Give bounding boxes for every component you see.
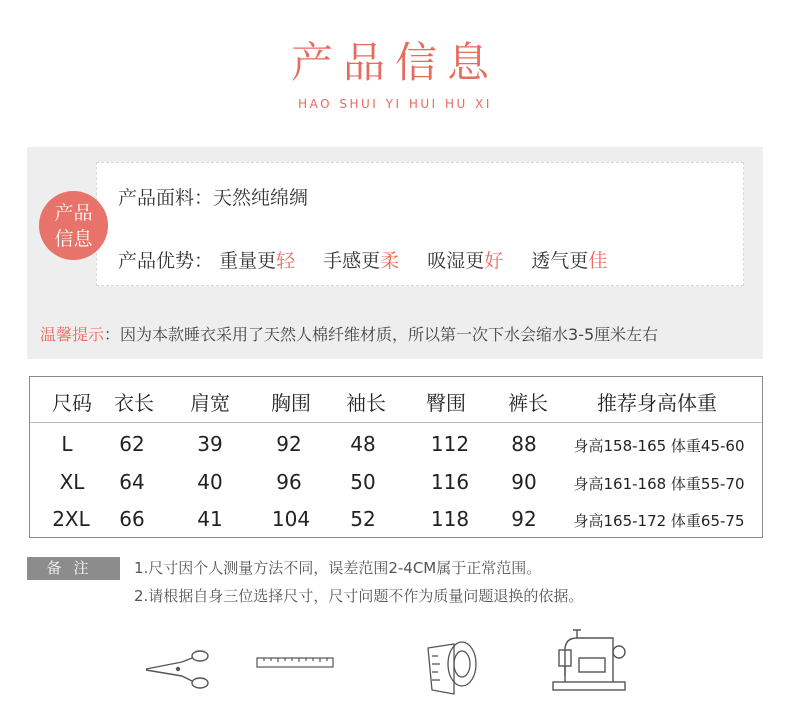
advantage-prefix: 重量更 [219,250,277,272]
advantage-prefix: 透气更 [531,250,589,272]
table-cell: 66 [119,507,145,531]
notice-lead: 温馨提示 [40,325,105,344]
table-cell: 身高161-168 体重55-70 [573,475,745,493]
table-header-cell: 推荐身高体重 [597,391,717,415]
advantage-item [427,250,503,272]
advantage-prefix: 吸湿更 [427,250,485,272]
notes-label: 备注 [27,557,120,580]
table-cell: 92 [276,432,302,456]
scissors-icon [142,648,214,690]
table-header-divider [30,422,762,423]
table-cell: 身高158-165 体重45-60 [573,437,745,455]
fabric-label: 产品面料： [118,187,214,209]
note-line: 2.请根据自身三位选择尺寸，尺寸问题不作为质量问题退换的依据。 [134,587,584,605]
advantages-label: 产品优势： [118,250,214,272]
table-cell: 96 [276,470,302,494]
advantage-highlight: 佳 [588,250,608,272]
advantage-prefix: 手感更 [323,250,381,272]
table-cell: 41 [197,507,223,531]
advantage-item [531,250,607,272]
table-header-cell: 胸围 [271,391,311,415]
table-cell: 88 [511,432,537,456]
product-info-badge [39,191,108,260]
badge-line-1: 产品 [54,201,93,224]
table-cell: 116 [430,470,470,494]
table-cell: 2XL [52,507,90,531]
table-header-cell: 尺码 [52,391,92,415]
fabric-value: 天然纯绵绸 [213,187,309,209]
table-cell: 40 [197,470,223,494]
note-line: 1.尺寸因个人测量方法不同，误差范围2-4CM属于正常范围。 [134,559,542,577]
table-cell: 62 [119,432,145,456]
table-cell: XL [59,470,85,494]
table-cell: 64 [119,470,145,494]
table-header-cell: 袖长 [346,391,386,415]
notice-text: ：因为本款睡衣采用了天然人棉纤维材质，所以第一次下水会缩水3-5厘米左右 [104,325,659,344]
badge-line-2: 信息 [54,227,93,250]
table-header-cell: 肩宽 [190,391,230,415]
fabric-row [118,183,308,210]
table-cell: 104 [271,507,311,531]
table-cell: 90 [511,470,537,494]
advantages-row [118,246,629,273]
table-cell: 48 [350,432,376,456]
table-cell: 50 [350,470,376,494]
table-header-cell: 衣长 [114,391,154,415]
table-header-cell: 裤长 [508,391,548,415]
table-cell: 92 [511,507,537,531]
table-cell: 112 [430,432,470,456]
table-cell: L [61,432,73,456]
table-cell: 39 [197,432,223,456]
page-subtitle: HAO SHUI YI HUI HU XI [298,97,492,111]
table-cell: 52 [350,507,376,531]
advantage-highlight: 柔 [380,250,400,272]
table-cell: 身高165-172 体重65-75 [573,512,745,530]
advantage-highlight: 好 [484,250,504,272]
table-header-cell: 臀围 [426,391,466,415]
page-title: 产品信息 [290,38,499,87]
advantage-item [323,250,399,272]
tape-measure-icon [424,636,480,696]
care-notice [40,322,658,345]
ruler-icon [256,655,336,671]
advantage-highlight: 轻 [276,250,296,272]
advantage-item [219,250,295,272]
table-cell: 118 [430,507,470,531]
sewing-machine-icon [551,628,629,692]
